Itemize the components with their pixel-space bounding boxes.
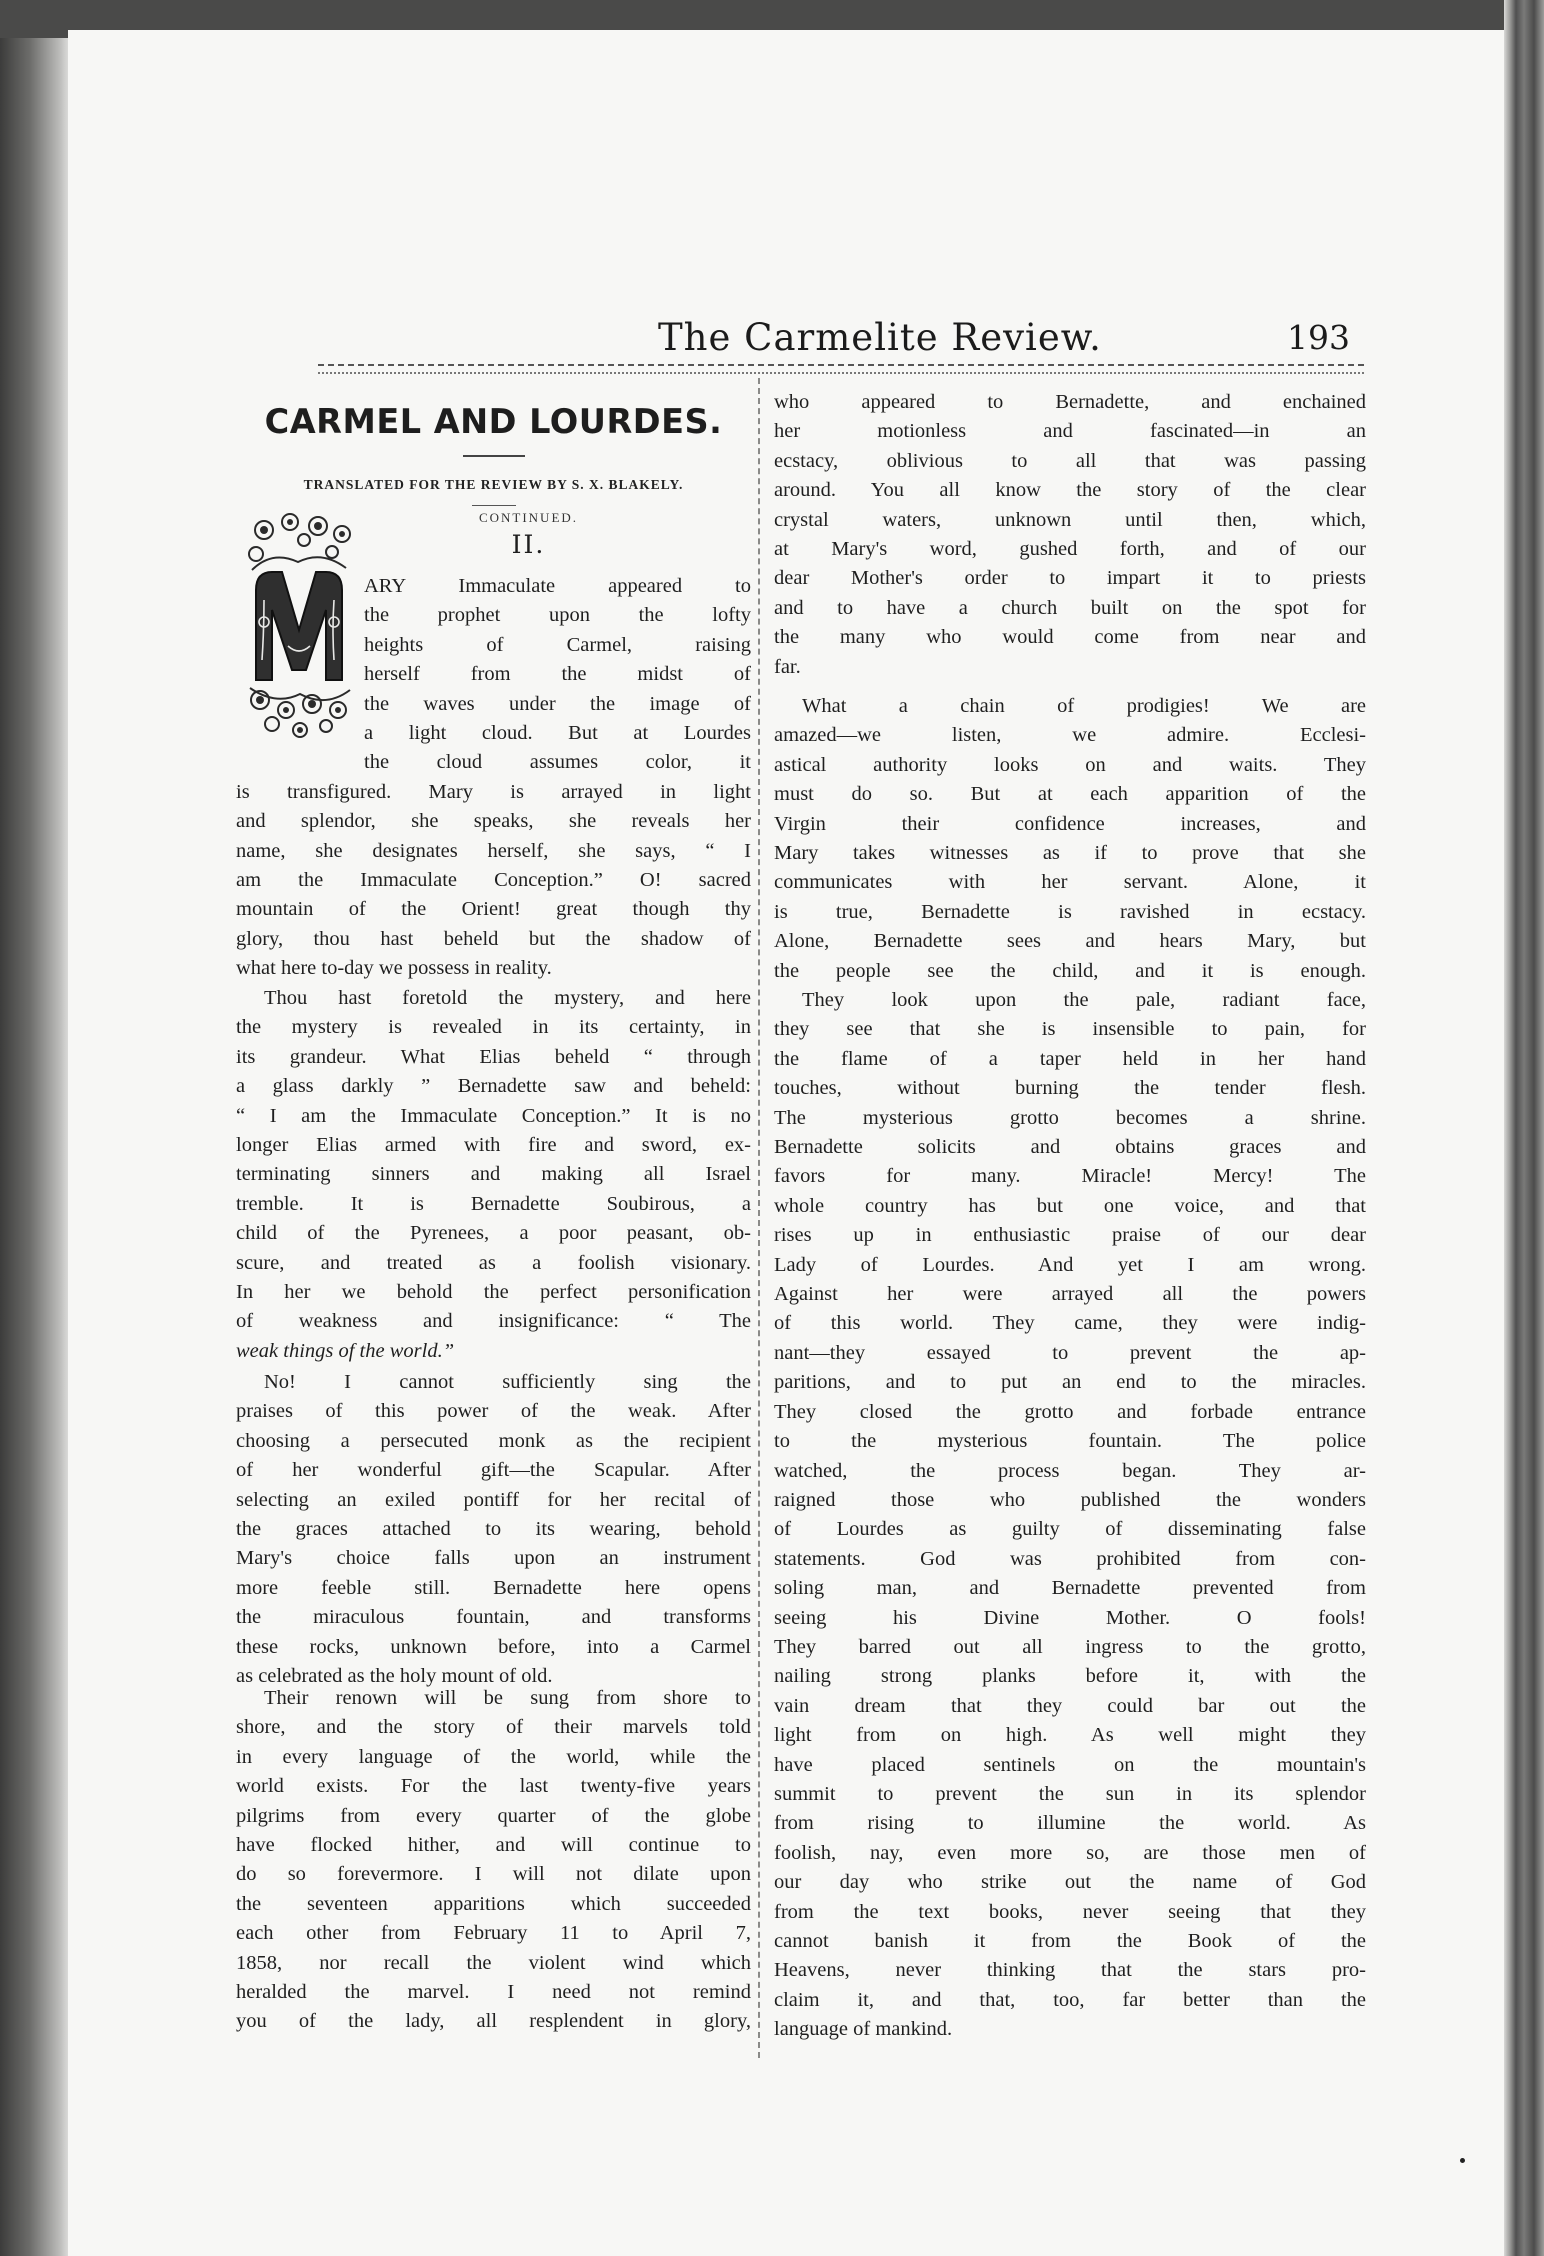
- text-line: Alone, Bernadette sees and hears Mary, but: [774, 930, 1366, 953]
- text-line: paritions, and to put an end to the miracles.: [774, 1371, 1366, 1394]
- text-line: as celebrated as the holy mount of old.: [236, 1665, 553, 1688]
- text-line: dear Mother's order to impart it to priests: [774, 567, 1366, 590]
- text-line: Heavens, never thinking that the stars pro-: [774, 1959, 1366, 1982]
- text-line: a glass darkly ” Bernadette saw and beheld:: [236, 1075, 751, 1098]
- text-line: to the mysterious fountain. The police: [774, 1430, 1366, 1453]
- left-paragraph-3: [236, 1368, 751, 1691]
- text-line: heralded the marvel. I need not remind: [236, 1981, 751, 2004]
- text-line: astical authority looks on and waits. They: [774, 753, 1366, 776]
- text-line: Virgin their confidence increases, and: [774, 812, 1366, 835]
- page-number: 193: [1287, 318, 1350, 357]
- text-line: terminating sinners and making all Israel: [236, 1163, 751, 1186]
- text-line: ecstacy, oblivious to all that was passing: [774, 449, 1366, 472]
- text-line: watched, the process began. They ar-: [774, 1459, 1366, 1482]
- text-line: the seventeen apparitions which succeeded: [236, 1892, 751, 1915]
- text-line: these rocks, unknown before, into a Carmel: [236, 1635, 751, 1658]
- text-line: raigned those who published the wonders: [774, 1488, 1366, 1511]
- text-line: the miraculous fountain, and transforms: [236, 1606, 751, 1629]
- text-line: each other from February 11 to April 7,: [236, 1922, 751, 1945]
- text-line: they see that she is insensible to pain, for: [774, 1018, 1366, 1041]
- text-line: of weakness and insignificance: “ The: [236, 1310, 751, 1333]
- text-line: amazed—we listen, we admire. Ecclesi-: [774, 724, 1366, 747]
- text-line: cannot banish it from the Book of the: [774, 1930, 1366, 1952]
- text-line: the waves under the image of: [364, 692, 751, 715]
- text-line: whole country has but one voice, and that: [774, 1194, 1366, 1217]
- text-line: crystal waters, unknown until then, which,: [774, 508, 1366, 531]
- text-line: claim it, and that, too, far better than the: [774, 1988, 1366, 2011]
- text-line: “ I am the Immaculate Conception.” It is no: [236, 1104, 751, 1127]
- text-line: the cloud assumes color, it: [364, 751, 751, 774]
- text-line: They closed the grotto and forbade entrance: [774, 1400, 1366, 1423]
- text-line: praises of this power of the weak. After: [236, 1400, 751, 1423]
- text-line: Mary's choice falls upon an instrument: [236, 1547, 751, 1570]
- text-line: what here to-day we possess in reality.: [236, 957, 552, 980]
- text-line: far.: [774, 655, 801, 678]
- text-line: from the text books, never seeing that they: [774, 1900, 1366, 1923]
- text-line: is true, Bernadette is ravished in ecstacy.: [774, 900, 1366, 923]
- text-line: light from on high. As well might they: [774, 1724, 1366, 1747]
- text-line: of this world. They came, they were indig-: [774, 1312, 1366, 1335]
- text-line: glory, thou hast beheld but the shadow of: [236, 927, 751, 950]
- text-line: soling man, and Bernadette prevented from: [774, 1577, 1366, 1600]
- journal-title: The Carmelite Review.: [658, 316, 1102, 359]
- text-line: Bernadette solicits and obtains graces and: [774, 1136, 1366, 1159]
- text-line: who appeared to Bernadette, and enchained: [774, 391, 1366, 413]
- column-divider: [758, 378, 760, 2058]
- text-line: In her we behold the perfect personification: [236, 1281, 751, 1304]
- text-line: do so forevermore. I will not dilate upon: [236, 1863, 751, 1886]
- text-line: at Mary's word, gushed forth, and of our: [774, 538, 1366, 561]
- text-line: in every language of the world, while the: [236, 1745, 751, 1768]
- text-line: pilgrims from every quarter of the globe: [236, 1804, 751, 1827]
- text-line: They barred out all ingress to the grotto,: [774, 1635, 1366, 1658]
- text-line: herself from the midst of: [364, 663, 751, 686]
- text-line: weak things of the world.”: [236, 1339, 455, 1362]
- text-line: the flame of a taper held in her hand: [774, 1047, 1366, 1070]
- text-line: Thou hast foretold the mystery, and here: [264, 987, 751, 1009]
- text-line: What a chain of prodigies! We are: [802, 695, 1366, 717]
- text-line: seeing his Divine Mother. O fools!: [774, 1606, 1366, 1629]
- text-line: and to have a church built on the spot for: [774, 596, 1366, 619]
- text-line: child of the Pyrenees, a poor peasant, ob-: [236, 1222, 751, 1245]
- text-line: its grandeur. What Elias beheld “ through: [236, 1045, 751, 1068]
- section-numeral: II.: [511, 530, 546, 559]
- left-paragraph-1: [236, 572, 751, 984]
- text-line: shore, and the story of their marvels told: [236, 1716, 751, 1739]
- right-paragraph-1: [774, 388, 1366, 682]
- left-paragraph-2: [236, 984, 751, 1366]
- text-line: name, she designates herself, she says, “ I: [236, 839, 751, 862]
- text-line: No! I cannot sufficiently sing the: [264, 1371, 751, 1393]
- text-line: Mary takes witnesses as if to prove that she: [774, 842, 1366, 865]
- text-line: the mystery is revealed in its certainty, in: [236, 1016, 751, 1039]
- book-page-edges: [1504, 0, 1544, 2256]
- text-line: communicates with her servant. Alone, it: [774, 871, 1366, 894]
- text-line: of Lourdes as guilty of disseminating false: [774, 1518, 1366, 1541]
- text-line: the people see the child, and it is enough.: [774, 959, 1366, 982]
- left-column: [236, 388, 751, 2068]
- text-line: have placed sentinels on the mountain's: [774, 1753, 1366, 1776]
- text-line: heights of Carmel, raising: [364, 633, 751, 656]
- text-line: you of the lady, all resplendent in glory,: [236, 2010, 751, 2033]
- text-line: nailing strong planks before it, with the: [774, 1665, 1366, 1688]
- title-rule: [463, 455, 525, 457]
- text-line: tremble. It is Bernadette Soubirous, a: [236, 1192, 751, 1215]
- text-line: selecting an exiled pontiff for her recital of: [236, 1488, 751, 1511]
- text-line: world exists. For the last twenty-five years: [236, 1775, 751, 1798]
- byline: TRANSLATED FOR THE REVIEW BY S. X. BLAKELY.: [303, 477, 684, 492]
- text-line: statements. God was prohibited from con-: [774, 1547, 1366, 1570]
- text-line: Against her were arrayed all the powers: [774, 1283, 1366, 1306]
- text-line: the graces attached to its wearing, behold: [236, 1518, 751, 1541]
- text-line: and splendor, she speaks, she reveals her: [236, 810, 751, 833]
- scanned-page: [68, 30, 1504, 2256]
- book-spine-shadow: [0, 38, 68, 2256]
- text-line: foolish, nay, even more so, are those men of: [774, 1841, 1366, 1864]
- text-line: around. You all know the story of the clear: [774, 479, 1366, 502]
- text-line: a light cloud. But at Lourdes: [364, 722, 751, 745]
- text-line: rises up in enthusiastic praise of our dear: [774, 1224, 1366, 1247]
- article-title: CARMEL AND LOURDES.: [264, 402, 723, 441]
- text-line: longer Elias armed with fire and sword, ex-: [236, 1134, 751, 1157]
- text-line: our day who strike out the name of God: [774, 1871, 1366, 1894]
- text-line: vain dream that they could bar out the: [774, 1694, 1366, 1717]
- text-line: have flocked hither, and will continue to: [236, 1834, 751, 1857]
- byline-rule: [472, 505, 516, 506]
- text-line: more feeble still. Bernadette here opens: [236, 1576, 751, 1599]
- text-line: mountain of the Orient! great though thy: [236, 898, 751, 921]
- text-line: touches, without burning the tender flesh.: [774, 1077, 1366, 1100]
- text-line: language of mankind.: [774, 2018, 953, 2041]
- text-line: her motionless and fascinated—in an: [774, 420, 1366, 443]
- print-speck: [1460, 2158, 1465, 2163]
- text-line: scure, and treated as a foolish visionary.: [236, 1251, 751, 1274]
- text-line: the prophet upon the lofty: [364, 604, 751, 627]
- continued-label: CONTINUED.: [478, 510, 579, 525]
- text-line: Their renown will be sung from shore to: [264, 1687, 751, 1709]
- text-line: ARY Immaculate appeared to: [364, 575, 751, 597]
- text-line: am the Immaculate Conception.” O! sacred: [236, 869, 751, 892]
- text-line: must do so. But at each apparition of the: [774, 783, 1366, 806]
- text-line: The mysterious grotto becomes a shrine.: [774, 1106, 1366, 1129]
- right-paragraph-2: [774, 692, 1366, 986]
- text-line: from rising to illumine the world. As: [774, 1812, 1366, 1835]
- text-line: choosing a persecuted monk as the recipient: [236, 1429, 751, 1452]
- text-line: summit to prevent the sun in its splendor: [774, 1782, 1366, 1805]
- text-line: the many who would come from near and: [774, 626, 1366, 649]
- right-paragraph-3: [774, 986, 1366, 2045]
- text-line: They look upon the pale, radiant face,: [802, 989, 1366, 1011]
- left-paragraph-4: [236, 1684, 751, 2037]
- text-line: Lady of Lourdes. And yet I am wrong.: [774, 1253, 1366, 1276]
- text-line: of her wonderful gift—the Scapular. After: [236, 1459, 751, 1482]
- running-header: [228, 316, 1368, 364]
- text-line: 1858, nor recall the violent wind which: [236, 1951, 751, 1974]
- text-line: is transfigured. Mary is arrayed in light: [236, 780, 751, 803]
- text-line: nant—they essayed to prevent the ap-: [774, 1341, 1366, 1364]
- right-column: [774, 388, 1366, 2068]
- header-rule: [318, 364, 1364, 374]
- text-line: favors for many. Miracle! Mercy! The: [774, 1165, 1366, 1188]
